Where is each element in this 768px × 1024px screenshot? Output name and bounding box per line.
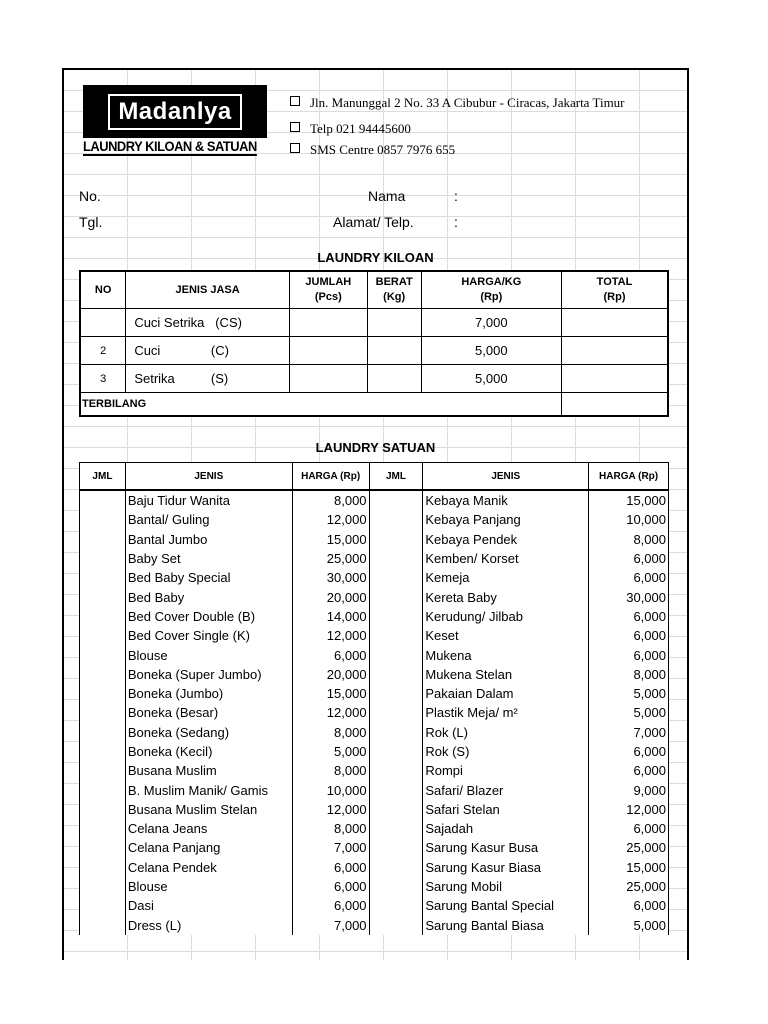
- harga-left-cell: 12,000: [292, 626, 369, 645]
- jenis-right-cell: Rok (L): [423, 723, 589, 742]
- jml-right-cell: [369, 587, 423, 606]
- harga-right-cell: 5,000: [589, 703, 669, 722]
- table-row: [80, 645, 669, 664]
- row-jumlah: [289, 337, 367, 365]
- harga-right-cell: 6,000: [589, 568, 669, 587]
- table-row: [80, 607, 669, 626]
- jml-right-cell: [369, 819, 423, 838]
- row-total: [562, 337, 669, 365]
- jenis-right-cell: Sarung Mobil: [423, 877, 589, 896]
- table-row: [80, 761, 669, 780]
- header-jumlah-unit: (Pcs): [314, 291, 342, 303]
- jml-left-cell: [80, 858, 126, 877]
- jenis-right-cell: Kebaya Manik: [423, 490, 589, 510]
- logo: [83, 85, 267, 157]
- harga-left-cell: 14,000: [292, 607, 369, 626]
- jml-left-cell: [80, 607, 126, 626]
- table-row: [80, 530, 669, 549]
- jml-left-cell: [80, 723, 126, 742]
- alamat-label: Alamat/ Telp.: [333, 214, 414, 230]
- table-row: [80, 309, 668, 337]
- harga-right-cell: 8,000: [589, 665, 669, 684]
- harga-right-cell: 25,000: [589, 877, 669, 896]
- terbilang-row: [80, 393, 668, 417]
- alamat-colon: :: [454, 214, 458, 230]
- jenis-left-cell: Bed Cover Double (B): [125, 607, 292, 626]
- jenis-left-cell: Boneka (Besar): [125, 703, 292, 722]
- jenis-left-cell: Bed Baby Special: [125, 568, 292, 587]
- harga-right-cell: 12,000: [589, 800, 669, 819]
- jml-left-cell: [80, 568, 126, 587]
- jml-right-cell: [369, 858, 423, 877]
- table-row: [80, 549, 669, 568]
- row-no: [80, 309, 126, 337]
- harga-left-cell: 7,000: [292, 916, 369, 935]
- harga-left-cell: 15,000: [292, 684, 369, 703]
- harga-left-cell: 5,000: [292, 742, 369, 761]
- jenis-right-cell: Sajadah: [423, 819, 589, 838]
- harga-left-cell: 8,000: [292, 723, 369, 742]
- kiloan-table: [79, 270, 669, 417]
- row-no: 3: [80, 365, 126, 393]
- harga-left-cell: 8,000: [292, 819, 369, 838]
- table-row: [80, 703, 669, 722]
- jenis-left-cell: Bed Cover Single (K): [125, 626, 292, 645]
- satuan-body: [80, 490, 669, 935]
- jenis-right-cell: Keset: [423, 626, 589, 645]
- harga-right-cell: 15,000: [589, 490, 669, 510]
- jenis-right-cell: Rok (S): [423, 742, 589, 761]
- nama-label: Nama: [368, 188, 406, 204]
- harga-left-cell: 6,000: [292, 858, 369, 877]
- kiloan-header-row: [80, 271, 668, 309]
- jenis-right-cell: Kemeja: [423, 568, 589, 587]
- table-row: [80, 877, 669, 896]
- header-jml-left: JML: [80, 463, 126, 491]
- jml-right-cell: [369, 530, 423, 549]
- header-harga-left: HARGA (Rp): [292, 463, 369, 491]
- jml-right-cell: [369, 838, 423, 857]
- jml-right-cell: [369, 916, 423, 935]
- jml-left-cell: [80, 665, 126, 684]
- harga-right-cell: 6,000: [589, 549, 669, 568]
- harga-left-cell: 12,000: [292, 510, 369, 529]
- jenis-left-cell: Blouse: [125, 877, 292, 896]
- header-berat-unit: (Kg): [383, 291, 406, 303]
- harga-left-cell: 8,000: [292, 490, 369, 510]
- bullet-square-icon: [290, 122, 300, 132]
- jml-right-cell: [369, 568, 423, 587]
- table-row: [80, 510, 669, 529]
- table-row: [80, 337, 668, 365]
- row-jenis: Cuci Setrika (CS): [126, 309, 290, 337]
- row-jumlah: [289, 309, 367, 337]
- header-total: [562, 271, 669, 309]
- address-line: [290, 95, 625, 111]
- satuan-header-row: [80, 463, 669, 491]
- jml-left-cell: [80, 877, 126, 896]
- table-row: [80, 742, 669, 761]
- header-jml-right: JML: [369, 463, 423, 491]
- jml-right-cell: [369, 490, 423, 510]
- header-berat-label: BERAT: [375, 276, 413, 288]
- address-text: Jln. Manunggal 2 No. 33 A Cibubur - Ciracas, Jakarta Timur: [310, 95, 625, 110]
- header-harga: [421, 271, 561, 309]
- jenis-right-cell: Mukena: [423, 645, 589, 664]
- row-jumlah: [289, 365, 367, 393]
- harga-right-cell: 10,000: [589, 510, 669, 529]
- jml-left-cell: [80, 490, 126, 510]
- jenis-left-cell: Celana Panjang: [125, 838, 292, 857]
- header-total-unit: (Rp): [603, 291, 626, 303]
- harga-right-cell: 5,000: [589, 916, 669, 935]
- jenis-right-cell: Plastik Meja/ m²: [423, 703, 589, 722]
- jml-left-cell: [80, 780, 126, 799]
- jenis-left-cell: Baju Tidur Wanita: [125, 490, 292, 510]
- sms-line: [290, 142, 455, 158]
- jenis-left-cell: Boneka (Kecil): [125, 742, 292, 761]
- jml-right-cell: [369, 645, 423, 664]
- jml-left-cell: [80, 742, 126, 761]
- jenis-left-cell: Bed Baby: [125, 587, 292, 606]
- table-row: [80, 896, 669, 915]
- harga-left-cell: 6,000: [292, 645, 369, 664]
- table-row: [80, 568, 669, 587]
- table-row: [80, 800, 669, 819]
- jenis-right-cell: Kerudung/ Jilbab: [423, 607, 589, 626]
- terbilang-total: [562, 393, 669, 417]
- row-total: [562, 365, 669, 393]
- jml-right-cell: [369, 742, 423, 761]
- jml-right-cell: [369, 877, 423, 896]
- jml-right-cell: [369, 800, 423, 819]
- jenis-left-cell: Boneka (Jumbo): [125, 684, 292, 703]
- jenis-right-cell: Safari/ Blazer: [423, 780, 589, 799]
- jml-left-cell: [80, 761, 126, 780]
- jenis-left-cell: Boneka (Super Jumbo): [125, 665, 292, 684]
- no-label: No.: [79, 188, 101, 204]
- jenis-left-cell: B. Muslim Manik/ Gamis: [125, 780, 292, 799]
- jml-right-cell: [369, 607, 423, 626]
- harga-left-cell: 15,000: [292, 530, 369, 549]
- harga-left-cell: 7,000: [292, 838, 369, 857]
- jml-left-cell: [80, 838, 126, 857]
- jenis-right-cell: Rompi: [423, 761, 589, 780]
- harga-right-cell: 25,000: [589, 838, 669, 857]
- header-harga-label: HARGA/KG: [461, 276, 522, 288]
- table-row: [80, 858, 669, 877]
- header-jenis-jasa: JENIS JASA: [126, 271, 290, 309]
- jenis-right-cell: Kebaya Pendek: [423, 530, 589, 549]
- logo-box: [83, 85, 267, 138]
- jenis-right-cell: Mukena Stelan: [423, 665, 589, 684]
- logo-subtitle: LAUNDRY KILOAN & SATUAN: [83, 138, 257, 154]
- harga-right-cell: 6,000: [589, 626, 669, 645]
- header-no: NO: [80, 271, 126, 309]
- sms-text: SMS Centre 0857 7976 655: [310, 142, 456, 157]
- header-berat: [367, 271, 421, 309]
- jml-left-cell: [80, 800, 126, 819]
- jenis-right-cell: Safari Stelan: [423, 800, 589, 819]
- jenis-left-cell: Celana Jeans: [125, 819, 292, 838]
- table-row: [80, 819, 669, 838]
- jenis-left-cell: Dress (L): [125, 916, 292, 935]
- harga-left-cell: 6,000: [292, 896, 369, 915]
- jenis-left-cell: Bantal Jumbo: [125, 530, 292, 549]
- table-row: [80, 587, 669, 606]
- jenis-right-cell: Sarung Bantal Special: [423, 896, 589, 915]
- jenis-right-cell: Sarung Bantal Biasa: [423, 916, 589, 935]
- header-jenis-right: JENIS: [423, 463, 589, 491]
- jenis-left-cell: Busana Muslim Stelan: [125, 800, 292, 819]
- harga-left-cell: 20,000: [292, 665, 369, 684]
- harga-left-cell: 25,000: [292, 549, 369, 568]
- header-jenis-left: JENIS: [125, 463, 292, 491]
- phone-line: [290, 121, 411, 137]
- jml-left-cell: [80, 916, 126, 935]
- header-jumlah-label: JUMLAH: [305, 276, 352, 288]
- harga-right-cell: 7,000: [589, 723, 669, 742]
- table-row: [80, 684, 669, 703]
- row-jenis: Cuci (C): [126, 337, 290, 365]
- satuan-table: [79, 462, 669, 935]
- row-harga: 5,000: [421, 337, 561, 365]
- row-berat: [367, 309, 421, 337]
- bullet-square-icon: [290, 96, 300, 106]
- jml-right-cell: [369, 510, 423, 529]
- jenis-right-cell: Sarung Kasur Biasa: [423, 858, 589, 877]
- jml-right-cell: [369, 665, 423, 684]
- jenis-right-cell: Sarung Kasur Busa: [423, 838, 589, 857]
- header-total-label: TOTAL: [596, 276, 633, 288]
- jenis-right-cell: Kemben/ Korset: [423, 549, 589, 568]
- jenis-left-cell: Baby Set: [125, 549, 292, 568]
- row-berat: [367, 365, 421, 393]
- jml-right-cell: [369, 549, 423, 568]
- jml-left-cell: [80, 626, 126, 645]
- harga-right-cell: 6,000: [589, 607, 669, 626]
- harga-left-cell: 20,000: [292, 587, 369, 606]
- harga-left-cell: 12,000: [292, 800, 369, 819]
- harga-right-cell: 6,000: [589, 896, 669, 915]
- jenis-left-cell: Blouse: [125, 645, 292, 664]
- satuan-title: LAUNDRY SATUAN: [315, 440, 436, 455]
- jml-left-cell: [80, 819, 126, 838]
- harga-right-cell: 6,000: [589, 742, 669, 761]
- table-row: [80, 916, 669, 935]
- jml-right-cell: [369, 684, 423, 703]
- jenis-left-cell: Boneka (Sedang): [125, 723, 292, 742]
- harga-right-cell: 6,000: [589, 645, 669, 664]
- nama-colon: :: [454, 188, 458, 204]
- price-list-sheet: [62, 68, 689, 960]
- harga-right-cell: 30,000: [589, 587, 669, 606]
- table-row: [80, 723, 669, 742]
- table-row: [80, 780, 669, 799]
- table-row: [80, 838, 669, 857]
- bullet-square-icon: [290, 143, 300, 153]
- row-berat: [367, 337, 421, 365]
- harga-left-cell: 8,000: [292, 761, 369, 780]
- jenis-left-cell: Celana Pendek: [125, 858, 292, 877]
- jml-left-cell: [80, 645, 126, 664]
- table-row: [80, 490, 669, 510]
- row-total: [562, 309, 669, 337]
- row-harga: 7,000: [421, 309, 561, 337]
- phone-text: Telp 021 94445600: [310, 121, 411, 136]
- jml-left-cell: [80, 587, 126, 606]
- tgl-label: Tgl.: [79, 214, 103, 230]
- jenis-left-cell: Dasi: [125, 896, 292, 915]
- header-jumlah: [289, 271, 367, 309]
- header-harga-right: HARGA (Rp): [589, 463, 669, 491]
- jenis-right-cell: Kebaya Panjang: [423, 510, 589, 529]
- table-row: [80, 365, 668, 393]
- kiloan-title: LAUNDRY KILOAN: [317, 250, 434, 265]
- harga-left-cell: 30,000: [292, 568, 369, 587]
- harga-right-cell: 9,000: [589, 780, 669, 799]
- harga-right-cell: 6,000: [589, 761, 669, 780]
- harga-right-cell: 15,000: [589, 858, 669, 877]
- jml-left-cell: [80, 684, 126, 703]
- harga-right-cell: 8,000: [589, 530, 669, 549]
- jml-right-cell: [369, 723, 423, 742]
- jml-right-cell: [369, 626, 423, 645]
- jenis-left-cell: Busana Muslim: [125, 761, 292, 780]
- jenis-left-cell: Bantal/ Guling: [125, 510, 292, 529]
- table-row: [80, 665, 669, 684]
- harga-left-cell: 6,000: [292, 877, 369, 896]
- jml-right-cell: [369, 703, 423, 722]
- jml-right-cell: [369, 761, 423, 780]
- jml-right-cell: [369, 896, 423, 915]
- row-jenis: Setrika (S): [126, 365, 290, 393]
- jml-left-cell: [80, 530, 126, 549]
- row-no: 2: [80, 337, 126, 365]
- table-row: [80, 626, 669, 645]
- row-harga: 5,000: [421, 365, 561, 393]
- jml-left-cell: [80, 510, 126, 529]
- header-harga-unit: (Rp): [480, 291, 503, 303]
- harga-right-cell: 5,000: [589, 684, 669, 703]
- jml-left-cell: [80, 549, 126, 568]
- jml-left-cell: [80, 703, 126, 722]
- terbilang-label: TERBILANG: [80, 393, 562, 417]
- harga-right-cell: 6,000: [589, 819, 669, 838]
- harga-left-cell: 10,000: [292, 780, 369, 799]
- jenis-right-cell: Kereta Baby: [423, 587, 589, 606]
- jenis-right-cell: Pakaian Dalam: [423, 684, 589, 703]
- jml-right-cell: [369, 780, 423, 799]
- logo-text: Madanlya: [108, 94, 241, 130]
- jml-left-cell: [80, 896, 126, 915]
- harga-left-cell: 12,000: [292, 703, 369, 722]
